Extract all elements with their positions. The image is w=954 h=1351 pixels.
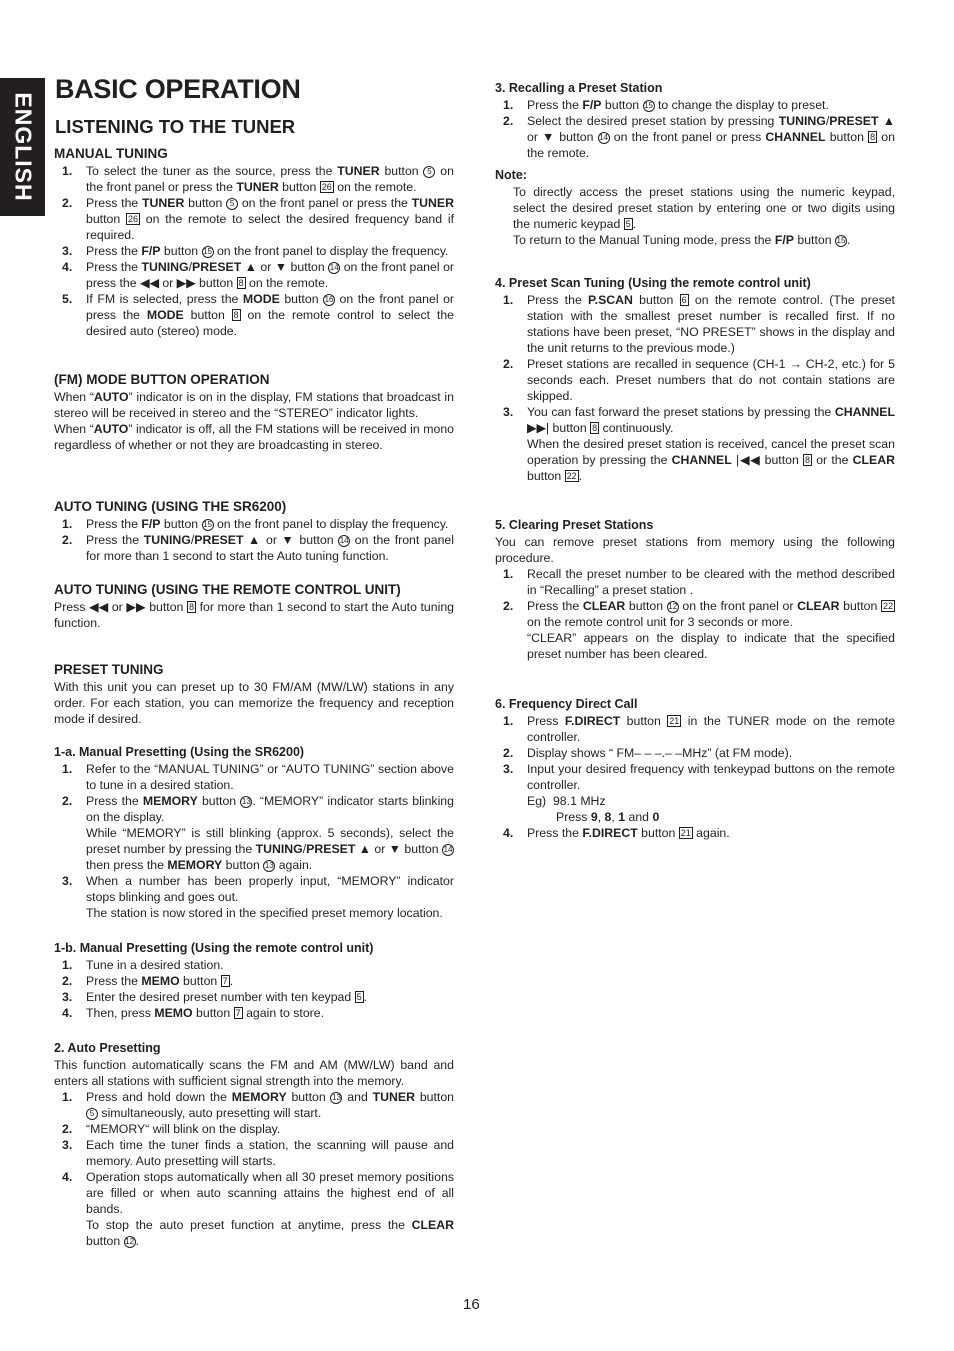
list-item-text: Preset stations are recalled in sequence (CH-1 → CH-2, etc.) for 5 seconds each. Preset numbers that do not contain stations are skipped. — [527, 357, 895, 403]
list-item-text: Operation stops automatically when all 30 preset memory positions are filled or when auto scanning attains the highest end of all bands. To stop the auto preset function at anytime, press the CLEAR button 12 . — [86, 1170, 454, 1248]
clearing-preset-paragraph: You can remove preset stations from memory using the following procedure. — [495, 535, 895, 565]
list-item — [54, 1121, 454, 1137]
list-item-number: 3. — [62, 874, 73, 888]
list-item-number: 1. — [62, 762, 73, 776]
language-tab-label: ENGLISH — [10, 92, 36, 202]
list-item-text: Press the MEMORY button 13 . “MEMORY” indicator starts blinking on the display. While “MEMORY” is still blinking (approx. 5 seconds), select the preset number by pressing the TUNING/PRESET ▲ or ▼ button 14 then press the MEMORY button 13 again. — [86, 794, 454, 872]
note-label: Note: — [495, 168, 527, 182]
list-item-text: Press the F/P button 15 to change the display to preset. — [527, 98, 829, 112]
recalling-preset-heading: 3. Recalling a Preset Station — [495, 81, 663, 95]
list-item-number: 4. — [62, 1170, 73, 1184]
page-title: BASIC OPERATION — [55, 74, 301, 104]
preset-scan-section — [495, 275, 895, 484]
list-item-text: If FM is selected, press the MODE button 16 on the front panel or press the MODE button 8 on the remote control to select the desired auto (stereo) mode. — [86, 292, 455, 338]
list-item-text: Then, press MEMO button 7 again to store. — [86, 1006, 325, 1020]
manual-tuning-section — [54, 146, 454, 339]
fm-mode-section — [54, 372, 454, 453]
list-item-number: 2. — [503, 114, 514, 128]
list-item — [54, 1169, 454, 1249]
list-item-text: Recall the preset number to be cleared with the method described in “Recalling” a preset station . — [527, 567, 895, 597]
list-item — [495, 761, 895, 825]
list-item-text: Press the MEMO button 7 . — [86, 974, 234, 988]
list-item — [54, 259, 454, 291]
list-item-number: 2. — [62, 974, 73, 988]
list-item-number: 1. — [62, 1090, 73, 1104]
manual-tuning-list — [54, 163, 454, 339]
list-item — [495, 825, 895, 841]
preset-tuning-heading: PRESET TUNING — [54, 662, 164, 677]
list-item — [495, 292, 895, 356]
list-item-text: Press the CLEAR button 12 on the front panel or CLEAR button 22 on the remote control unit for 3 seconds or more. “CLEAR” appears on the display to indicate that the specified preset number has been cleared. — [527, 599, 895, 661]
note-body — [495, 184, 895, 248]
list-item-number: 1. — [503, 714, 514, 728]
list-item — [54, 793, 454, 873]
manual-presetting-remote-heading: 1-b. Manual Presetting (Using the remote control unit) — [54, 941, 374, 955]
list-item-text: Press the F.DIRECT button 21 again. — [527, 826, 730, 840]
list-item — [54, 163, 454, 195]
fm-mode-heading: (FM) MODE BUTTON OPERATION — [54, 372, 270, 387]
list-item-text: Input your desired frequency with tenkeypad buttons on the remote controller. Eg) 98.1 MHz Press 9, 8, 1 and 0 — [527, 762, 895, 824]
list-item-number: 2. — [62, 533, 73, 547]
preset-scan-heading: 4. Preset Scan Tuning (Using the remote control unit) — [495, 276, 811, 290]
list-item — [54, 957, 454, 973]
auto-tuning-remote-heading: AUTO TUNING (USING THE REMOTE CONTROL UNIT) — [54, 582, 401, 597]
list-item-text: Press the F/P button 15 on the front panel to display the frequency. — [86, 244, 449, 258]
list-item-text: To select the tuner as the source, press the TUNER button 5 on the front panel or press the TUNER button 26 on the remote. — [86, 164, 454, 194]
manual-tuning-heading: MANUAL TUNING — [54, 146, 168, 161]
auto-presetting-heading: 2. Auto Presetting — [54, 1041, 161, 1055]
list-item — [495, 745, 895, 761]
list-item-text: Enter the desired preset number with ten keypad 5 . — [86, 990, 368, 1004]
auto-tuning-sr-heading: AUTO TUNING (USING THE SR6200) — [54, 499, 287, 514]
frequency-direct-section — [495, 696, 895, 841]
list-item — [54, 761, 454, 793]
preset-tuning-section — [54, 662, 454, 727]
list-item — [495, 598, 895, 662]
fm-mode-paragraph: When “AUTO” indicator is on in the display, FM stations that broadcast in stereo will be received in stereo and the “STEREO” indicator lights. — [54, 390, 454, 420]
list-item-number: 1. — [62, 164, 73, 178]
list-item-number: 2. — [62, 1122, 73, 1136]
recalling-preset-list — [495, 97, 895, 161]
list-item — [54, 1137, 454, 1169]
list-item-number: 3. — [503, 405, 514, 419]
list-item-text: When a number has been properly input, “MEMORY” indicator stops blinking and goes out. The station is now stored in the specified preset memory location. — [86, 874, 454, 920]
manual-presetting-sr-heading: 1-a. Manual Presetting (Using the SR6200) — [54, 745, 305, 759]
manual-presetting-sr-section — [54, 744, 454, 921]
list-item-number: 5. — [62, 292, 73, 306]
list-item-number: 2. — [62, 196, 73, 210]
list-item — [495, 356, 895, 404]
preset-tuning-paragraph: With this unit you can preset up to 30 FM/AM (MW/LW) stations in any order. For each station, you can memorize the frequency and reception mode if desired. — [54, 680, 454, 726]
list-item — [54, 243, 454, 259]
manual-presetting-remote-list — [54, 957, 454, 1021]
auto-tuning-remote-section — [54, 582, 454, 631]
manual-presetting-sr-list — [54, 761, 454, 921]
auto-tuning-sr-section — [54, 499, 454, 564]
clearing-preset-section — [495, 517, 895, 662]
list-item — [54, 532, 454, 564]
auto-presetting-paragraph: This function automatically scans the FM and AM (MW/LW) band and enters all stations with sufficient signal strength into the memory. — [54, 1058, 454, 1088]
language-tab — [0, 78, 45, 216]
list-item-text: Press the TUNING/PRESET ▲ or ▼ button 14 on the front panel for more than 1 second to start the Auto tuning function. — [86, 533, 454, 563]
list-item — [54, 973, 454, 989]
auto-presetting-section — [54, 1040, 454, 1249]
note-paragraph: To return to the Manual Tuning mode, press the F/P button 15 . — [513, 233, 851, 247]
list-item-number: 3. — [62, 1138, 73, 1152]
list-item-text: Refer to the “MANUAL TUNING” or “AUTO TUNING” section above to tune in a desired station. — [86, 762, 454, 792]
note-paragraph: To directly access the preset stations using the numeric keypad, select the desired preset station by entering one or two digits using the numeric keypad 5 . — [513, 185, 895, 231]
list-item-text: Display shows “ FM– – –.– –MHz” (at FM mode). — [527, 746, 793, 760]
list-item-number: 1. — [503, 293, 514, 307]
list-item-text: You can fast forward the preset stations by pressing the CHANNEL ▶▶| button 8 continuously. When the desired preset station is received, cancel the preset scan operation by pressing the CHANNEL |◀◀ button 8 or the CLEAR button 22 . — [527, 405, 895, 483]
list-item-text: Press F.DIRECT button 21 in the TUNER mode on the remote controller. — [527, 714, 895, 744]
list-item — [495, 566, 895, 598]
list-item — [495, 713, 895, 745]
page-number: 16 — [463, 1296, 480, 1313]
list-item-number: 2. — [62, 794, 73, 808]
list-item-number: 1. — [503, 98, 514, 112]
list-item — [54, 1089, 454, 1121]
list-item-number: 3. — [62, 990, 73, 1004]
list-item-number: 3. — [503, 762, 514, 776]
list-item-text: Press and hold down the MEMORY button 13 and TUNER button 5 simultaneously, auto presetting will start. — [86, 1090, 455, 1120]
list-item — [495, 97, 895, 113]
list-item-number: 3. — [62, 244, 73, 258]
frequency-direct-heading: 6. Frequency Direct Call — [495, 697, 638, 711]
fm-mode-paragraph: When “AUTO” indicator is off, all the FM stations will be received in mono regardless of whether or not they are broadcasting in stereo. — [54, 422, 455, 452]
auto-presetting-list — [54, 1089, 454, 1249]
list-item — [54, 1005, 454, 1021]
list-item — [495, 404, 895, 484]
list-item-number: 1. — [503, 567, 514, 581]
clearing-preset-heading: 5. Clearing Preset Stations — [495, 518, 654, 532]
list-item-text: Press the P.SCAN button 6 on the remote control. (The preset station with the smallest preset number is recalled first. If no stations have been preset, “NO PRESET” shows in the display and the unit returns to the previous mode.) — [527, 293, 895, 355]
list-item — [54, 195, 454, 243]
section-subtitle: LISTENING TO THE TUNER — [55, 116, 296, 137]
list-item-text: Press the TUNING/PRESET ▲ or ▼ button 14 on the front panel or press the ◀◀ or ▶▶ button 8 on the remote. — [86, 260, 454, 290]
list-item-number: 1. — [62, 517, 73, 531]
list-item-number: 2. — [503, 746, 514, 760]
list-item-number: 4. — [62, 260, 73, 274]
list-item-number: 2. — [503, 357, 514, 371]
clearing-preset-list — [495, 566, 895, 662]
list-item-text: Select the desired preset station by pressing TUNING/PRESET ▲ or ▼ button 14 on the front panel or press CHANNEL button 8 on the remote. — [527, 114, 895, 160]
preset-scan-list — [495, 292, 895, 484]
frequency-direct-list — [495, 713, 895, 841]
list-item — [54, 516, 454, 532]
list-item-text: Press the F/P button 15 on the front panel to display the frequency. — [86, 517, 449, 531]
list-item — [54, 989, 454, 1005]
list-item-text: Tune in a desired station. — [86, 958, 224, 972]
list-item — [54, 873, 454, 921]
list-item-text: Press the TUNER button 5 on the front panel or press the TUNER button 26 on the remote to select the desired frequency band if required. — [86, 196, 454, 242]
auto-tuning-remote-paragraph: Press ◀◀ or ▶▶ button 8 for more than 1 second to start the Auto tuning function. — [54, 600, 454, 630]
list-item-number: 2. — [503, 599, 514, 613]
list-item — [495, 113, 895, 161]
manual-presetting-remote-section — [54, 940, 454, 1021]
list-item-text: Each time the tuner finds a station, the scanning will pause and memory. Auto presetting will starts. — [86, 1138, 454, 1168]
list-item-number: 4. — [503, 826, 514, 840]
list-item — [54, 291, 454, 339]
recalling-preset-section — [495, 80, 895, 248]
auto-tuning-sr-list — [54, 516, 454, 564]
list-item-text: “MEMORY“ will blink on the display. — [86, 1122, 281, 1136]
list-item-number: 4. — [62, 1006, 73, 1020]
list-item-number: 1. — [62, 958, 73, 972]
